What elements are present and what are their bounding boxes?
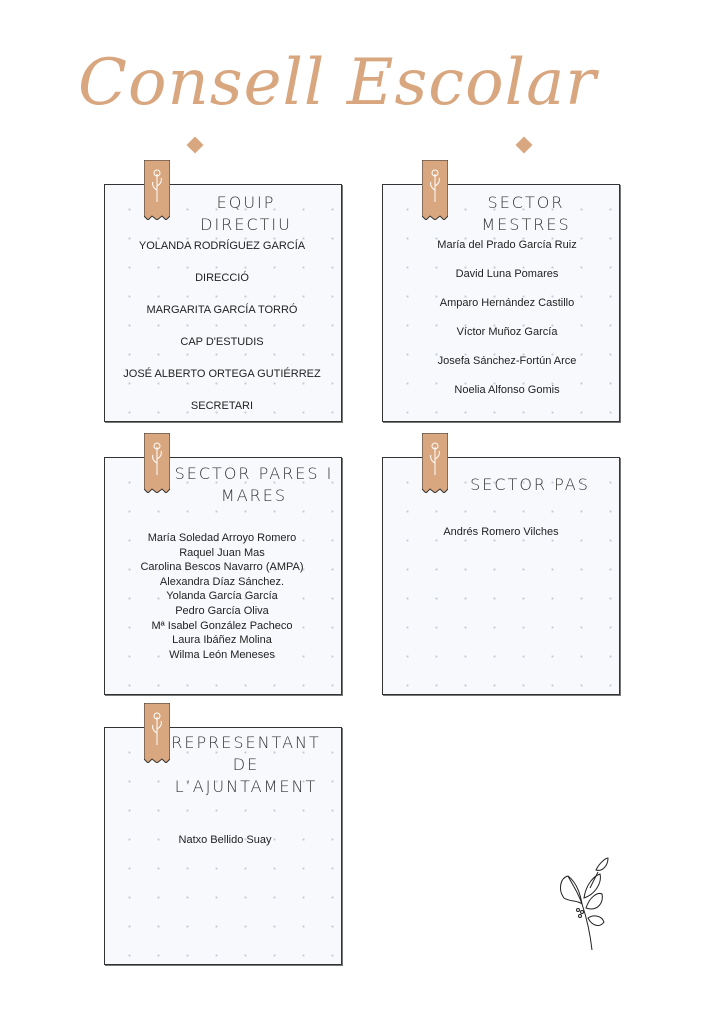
member-name: Wilma León Meneses bbox=[169, 648, 275, 661]
leaf-sketch-icon bbox=[556, 852, 616, 952]
member-list bbox=[384, 237, 630, 411]
card-title bbox=[170, 732, 322, 798]
bookmark-tag-icon bbox=[144, 160, 170, 220]
card-title-line: SECTOR PAS bbox=[470, 475, 590, 494]
member-name: María Soledad Arroyo Romero bbox=[147, 532, 297, 544]
member-name: Yolanda García García bbox=[166, 590, 278, 603]
bookmark-tag-icon bbox=[422, 433, 448, 493]
member-name: Carolina Bescos Navarro (AMPA) bbox=[140, 561, 304, 574]
member-name: Mª Isabel González Pacheco bbox=[151, 619, 293, 632]
card-title-line: DIRECTIU bbox=[200, 215, 292, 234]
bookmark-tag-icon bbox=[144, 433, 170, 493]
card-title-line: L’AJUNTAMENT bbox=[174, 777, 318, 796]
member-name: Alexandra Díaz Sánchez. bbox=[159, 575, 285, 588]
member-list bbox=[106, 238, 338, 430]
bookmark-tag-icon bbox=[422, 160, 448, 220]
member-name: YOLANDA RODRÍGUEZ GARCÍA bbox=[138, 240, 306, 252]
member-name: Noelia Alfonso Gomis bbox=[454, 384, 560, 396]
card-title-line: SECTOR bbox=[487, 193, 565, 212]
member-name: Laura Ibáñez Molina bbox=[172, 634, 272, 647]
card-title bbox=[172, 463, 336, 507]
bookmark-tag-icon bbox=[144, 703, 170, 763]
member-role: DIRECCIÓ bbox=[195, 272, 249, 284]
member-name: Pedro García Oliva bbox=[175, 604, 269, 617]
member-list bbox=[106, 531, 338, 662]
card-title-line: MARES bbox=[220, 486, 288, 505]
member-name: Víctor Muñoz García bbox=[456, 326, 558, 338]
member-list bbox=[384, 525, 618, 539]
diamond-ornament-right bbox=[516, 137, 533, 154]
card-title-line: MESTRES bbox=[481, 215, 571, 234]
member-name: Raquel Juan Mas bbox=[179, 546, 265, 559]
member-list bbox=[106, 833, 344, 847]
member-name: María del Prado García Ruiz bbox=[437, 239, 577, 251]
member-role: CAP D'ESTUDIS bbox=[180, 336, 264, 348]
card-title-line: SECTOR PARES I bbox=[174, 464, 334, 483]
card-title bbox=[456, 192, 596, 236]
card-title-line: REPRESENTANT bbox=[171, 733, 321, 752]
card-title-line: EQUIP bbox=[216, 193, 276, 212]
member-role: SECRETARI bbox=[190, 400, 254, 412]
member-name: Amparo Hernández Castillo bbox=[439, 297, 575, 309]
page-title: Consell Escolar bbox=[78, 46, 597, 120]
member-name: Natxo Bellido Suay bbox=[178, 834, 272, 846]
diamond-ornament-left bbox=[187, 137, 204, 154]
card-title-line: DE bbox=[232, 755, 260, 774]
member-name: Josefa Sánchez-Fortún Arce bbox=[437, 355, 577, 367]
card-title bbox=[176, 192, 316, 236]
member-name: Andrés Romero Vilches bbox=[443, 526, 559, 538]
card-title bbox=[456, 474, 604, 496]
member-name: JOSÉ ALBERTO ORTEGA GUTIÉRREZ bbox=[123, 368, 321, 380]
member-name: MARGARITA GARCÍA TORRÓ bbox=[146, 304, 298, 316]
member-name: David Luna Pomares bbox=[455, 268, 559, 280]
